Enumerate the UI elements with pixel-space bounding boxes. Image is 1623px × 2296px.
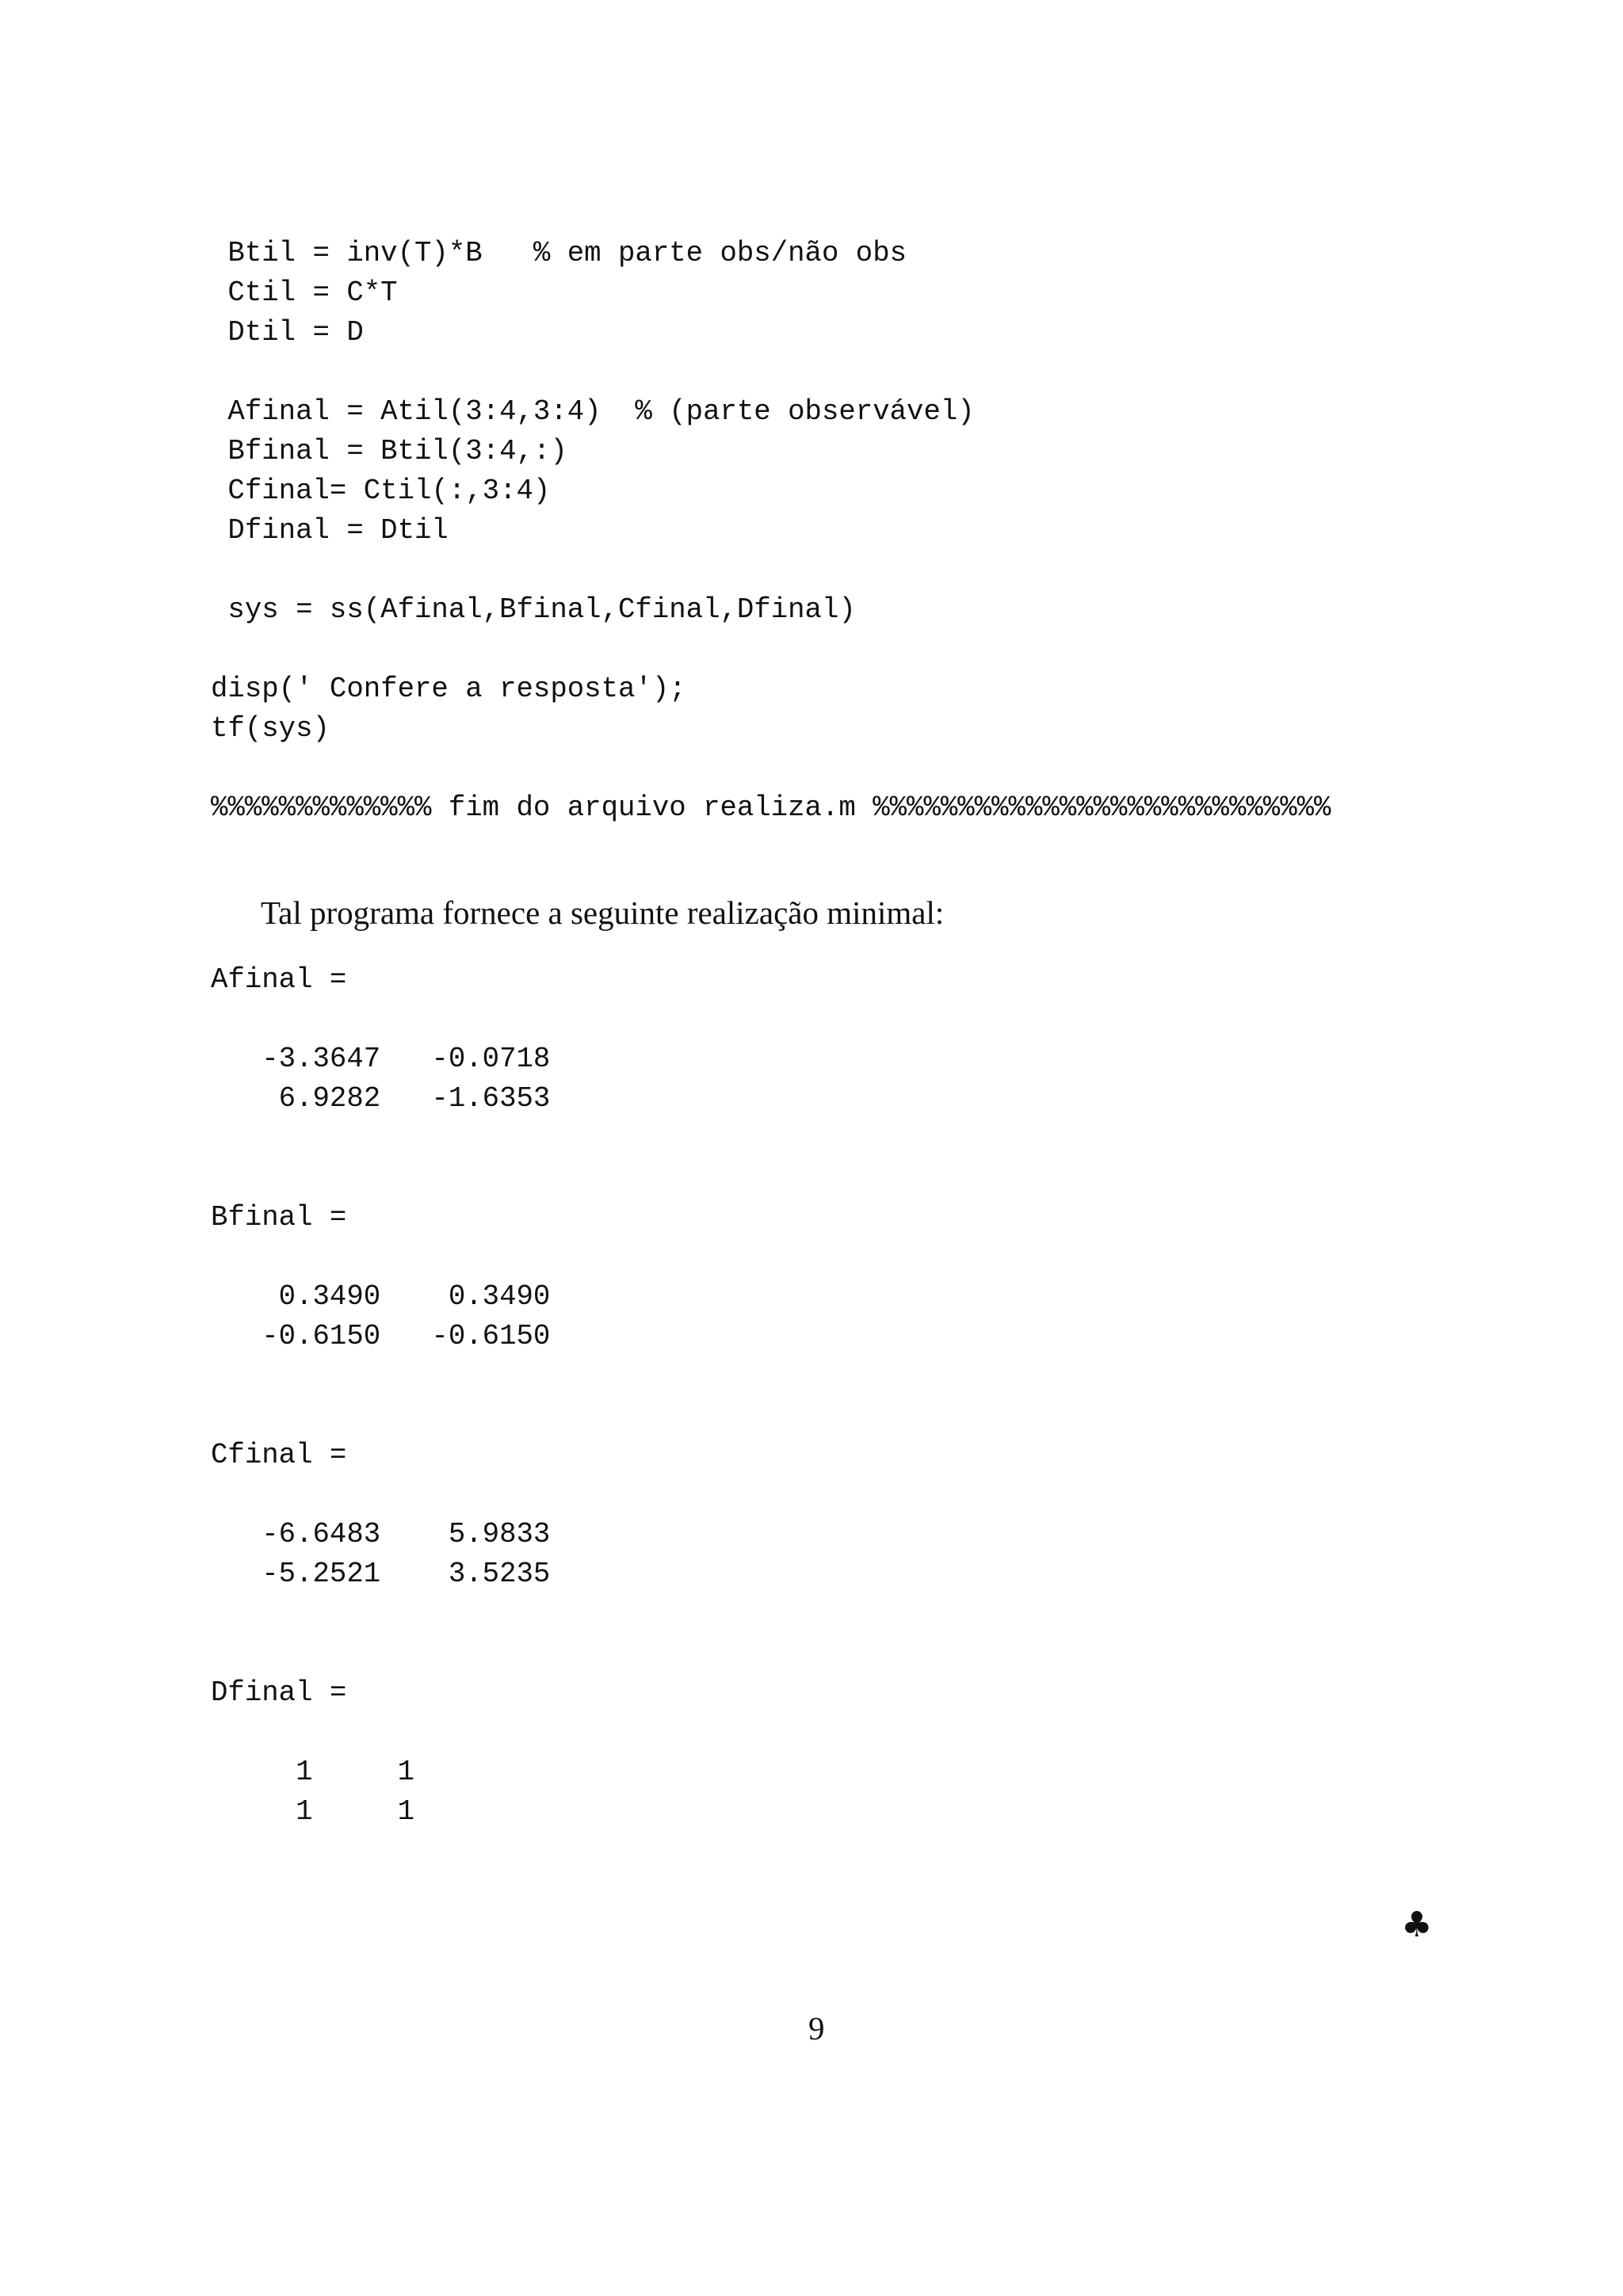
code-end-marker-line: %%%%%%%%%%%%% fim do arquivo realiza.m %%%%%%%%%%%%%%%%%%%%%%%%%%% xyxy=(211,791,1331,824)
code-line: Bfinal = Btil(3:4,:) xyxy=(211,435,567,467)
code-line: Ctil = C*T xyxy=(211,277,398,309)
matrix-row: -5.2521 3.5235 xyxy=(211,1558,551,1590)
code-line: Dtil = D xyxy=(211,316,364,349)
code-line: sys = ss(Afinal,Bfinal,Cfinal,Dfinal) xyxy=(211,593,856,626)
body-paragraph: Tal programa fornece a seguinte realização minimal: xyxy=(261,894,945,931)
matrix-label: Dfinal = xyxy=(211,1676,347,1709)
code-line: disp(' Confere a resposta'); xyxy=(211,673,686,705)
code-line: Btil = inv(T)*B % em parte obs/não obs xyxy=(211,237,907,269)
page-number: 9 xyxy=(808,2010,825,2046)
code-line: Dfinal = Dtil xyxy=(211,514,449,547)
matrix-row: 6.9282 -1.6353 xyxy=(211,1082,551,1115)
code-line: Cfinal= Ctil(:,3:4) xyxy=(211,475,551,507)
code-line: tf(sys) xyxy=(211,712,330,745)
matrix-row: 1 1 xyxy=(211,1756,414,1788)
matrix-row: -6.6483 5.9833 xyxy=(211,1518,551,1550)
club-end-marker-icon: ♣ xyxy=(1401,1905,1433,1945)
matrix-row: -3.3647 -0.0718 xyxy=(211,1043,551,1075)
matrix-label: Bfinal = xyxy=(211,1201,347,1234)
code-line: Afinal = Atil(3:4,3:4) % (parte observável) xyxy=(211,395,975,428)
matrix-row: 1 1 xyxy=(211,1795,414,1828)
matrix-row: -0.6150 -0.6150 xyxy=(211,1320,551,1352)
matrix-label: Cfinal = xyxy=(211,1439,347,1471)
matrix-label: Afinal = xyxy=(211,963,347,996)
matrix-row: 0.3490 0.3490 xyxy=(211,1280,551,1313)
